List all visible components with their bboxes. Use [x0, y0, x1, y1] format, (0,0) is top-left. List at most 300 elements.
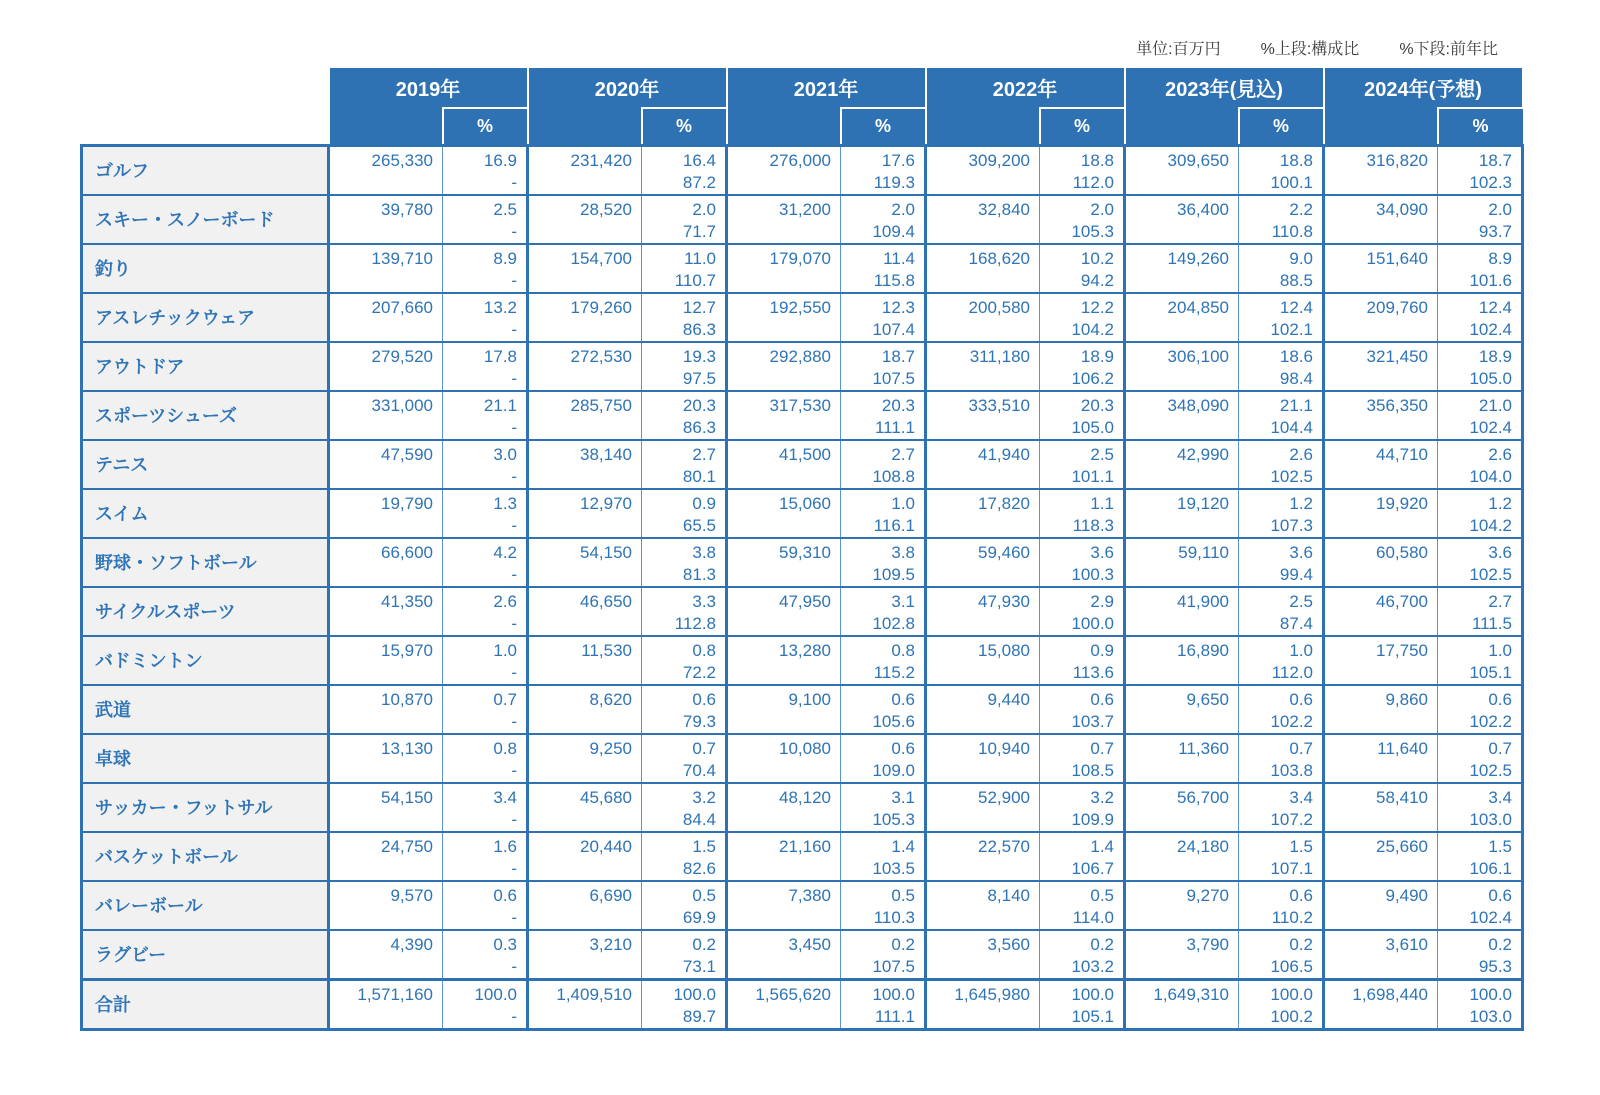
pct-cell — [1438, 636, 1523, 685]
yoy-pct: - — [511, 907, 517, 927]
yoy-pct: 106.2 — [1071, 368, 1114, 388]
pct-cell — [1239, 685, 1324, 734]
value-cell: 10,870 — [329, 685, 443, 734]
pct-cell — [1040, 440, 1125, 489]
pct-cell — [841, 734, 926, 783]
yoy-pct: 108.5 — [1071, 760, 1114, 780]
share-pct: 18.7 — [1478, 150, 1512, 170]
yoy-pct: 103.5 — [872, 858, 915, 878]
share-pct: 1.2 — [1488, 493, 1512, 513]
yoy-pct: 109.5 — [872, 564, 915, 584]
yoy-pct: - — [511, 760, 517, 780]
yoy-pct: - — [511, 172, 517, 192]
row-label-cell: バスケットボール — [82, 832, 329, 881]
pct-cell — [443, 734, 528, 783]
value-cell: 10,940 — [926, 734, 1040, 783]
pct-cell — [1040, 244, 1125, 293]
share-pct: 13.2 — [483, 297, 517, 317]
share-pct: 3.0 — [493, 444, 517, 464]
share-pct: 18.7 — [881, 346, 915, 366]
pct-cell — [841, 244, 926, 293]
yoy-pct: 115.2 — [873, 662, 915, 682]
pct-cell — [642, 538, 727, 587]
value-cell: 151,640 — [1324, 244, 1438, 293]
pct-cell — [841, 145, 926, 195]
yoy-pct: - — [511, 368, 517, 388]
pct-cell — [443, 489, 528, 538]
share-pct: 20.3 — [881, 395, 915, 415]
pct-cell — [1438, 832, 1523, 881]
year-header-2023: 2023年(見込) — [1125, 68, 1324, 108]
pct-cell — [1438, 587, 1523, 636]
value-cell: 179,070 — [727, 244, 841, 293]
yoy-pct: 113.6 — [1072, 662, 1114, 682]
share-pct: 2.0 — [1488, 199, 1512, 219]
share-pct: 2.5 — [493, 199, 517, 219]
value-cell: 11,640 — [1324, 734, 1438, 783]
pct-cell — [841, 538, 926, 587]
pct-header: % — [841, 108, 926, 145]
value-cell: 306,100 — [1125, 342, 1239, 391]
table-row — [82, 930, 1523, 980]
value-cell: 8,140 — [926, 881, 1040, 930]
pct-cell — [642, 293, 727, 342]
pct-cell — [1040, 391, 1125, 440]
value-cell: 3,560 — [926, 930, 1040, 980]
yoy-pct: 100.1 — [1270, 172, 1313, 192]
table-row — [82, 538, 1523, 587]
header-spacer — [926, 108, 1040, 145]
pct-cell — [841, 342, 926, 391]
row-label-cell: 合計 — [82, 979, 329, 1029]
pct-cell — [1239, 636, 1324, 685]
yoy-pct: 72.2 — [682, 662, 716, 682]
pct-cell — [1438, 685, 1523, 734]
pct-cell — [1438, 979, 1523, 1029]
value-cell: 3,450 — [727, 930, 841, 980]
pct-cell — [443, 538, 528, 587]
value-cell: 3,610 — [1324, 930, 1438, 980]
value-cell: 168,620 — [926, 244, 1040, 293]
pct-cell — [1239, 979, 1324, 1029]
yoy-pct: 107.3 — [1270, 515, 1313, 535]
share-pct: 0.7 — [1289, 738, 1313, 758]
value-cell: 46,650 — [528, 587, 642, 636]
yoy-pct: 71.7 — [682, 221, 716, 241]
pct-cell — [1239, 881, 1324, 930]
row-label-cell: 卓球 — [82, 734, 329, 783]
pct-cell — [1239, 195, 1324, 244]
yoy-pct: - — [511, 711, 517, 731]
value-cell: 39,780 — [329, 195, 443, 244]
value-cell: 207,660 — [329, 293, 443, 342]
pct-cell — [1438, 489, 1523, 538]
yoy-pct: - — [511, 809, 517, 829]
yoy-pct: 105.0 — [1469, 368, 1512, 388]
share-pct: 0.6 — [692, 689, 716, 709]
value-cell: 10,080 — [727, 734, 841, 783]
value-cell: 17,750 — [1324, 636, 1438, 685]
value-cell: 58,410 — [1324, 783, 1438, 832]
value-cell: 272,530 — [528, 342, 642, 391]
pct-cell — [841, 587, 926, 636]
value-cell: 41,940 — [926, 440, 1040, 489]
share-pct: 0.7 — [1090, 738, 1114, 758]
yoy-pct: 111.5 — [1471, 613, 1512, 633]
value-cell: 47,930 — [926, 587, 1040, 636]
share-pct: 100.0 — [1469, 984, 1512, 1004]
value-cell: 41,500 — [727, 440, 841, 489]
share-pct: 3.4 — [1488, 787, 1512, 807]
table-row — [82, 734, 1523, 783]
pct-cell — [1040, 636, 1125, 685]
value-cell: 192,550 — [727, 293, 841, 342]
table-row — [82, 587, 1523, 636]
pct-cell — [642, 881, 727, 930]
yoy-pct: 110.7 — [674, 270, 716, 290]
share-pct: 0.6 — [1488, 885, 1512, 905]
pct-cell — [1239, 145, 1324, 195]
value-cell: 15,060 — [727, 489, 841, 538]
value-cell: 15,080 — [926, 636, 1040, 685]
share-pct: 2.6 — [493, 591, 517, 611]
pct-cell — [1239, 293, 1324, 342]
yoy-pct: 102.5 — [1469, 564, 1512, 584]
year-header-2021: 2021年 — [727, 68, 926, 108]
unit-note — [1136, 36, 1498, 59]
yoy-pct: 86.3 — [682, 417, 716, 437]
value-cell: 24,750 — [329, 832, 443, 881]
yoy-pct: 107.1 — [1270, 858, 1313, 878]
share-pct: 2.0 — [891, 199, 915, 219]
share-pct: 0.9 — [692, 493, 716, 513]
pct-cell — [841, 881, 926, 930]
yoy-pct: 104.2 — [1071, 319, 1114, 339]
yoy-pct: 116.1 — [873, 515, 915, 535]
yoy-pct: 110.3 — [873, 907, 915, 927]
share-pct: 3.8 — [692, 542, 716, 562]
yoy-pct: 102.5 — [1270, 466, 1313, 486]
value-cell: 52,900 — [926, 783, 1040, 832]
share-pct: 100.0 — [1071, 984, 1114, 1004]
value-cell: 1,565,620 — [727, 979, 841, 1029]
value-cell: 42,990 — [1125, 440, 1239, 489]
header-spacer — [1125, 108, 1239, 145]
value-cell: 36,400 — [1125, 195, 1239, 244]
yoy-pct: 73.1 — [682, 956, 716, 976]
pct-cell — [1438, 538, 1523, 587]
share-pct: 0.7 — [1488, 738, 1512, 758]
yoy-pct: 118.3 — [1072, 515, 1114, 535]
row-label-cell: 釣り — [82, 244, 329, 293]
pct-cell — [1040, 979, 1125, 1029]
yoy-pct: 80.1 — [682, 466, 716, 486]
value-cell: 139,710 — [329, 244, 443, 293]
share-pct: 2.5 — [1289, 591, 1313, 611]
share-pct: 2.2 — [1289, 199, 1313, 219]
value-cell: 28,520 — [528, 195, 642, 244]
pct-cell — [1040, 930, 1125, 980]
value-cell: 331,000 — [329, 391, 443, 440]
share-pct: 0.2 — [692, 934, 716, 954]
value-cell: 54,150 — [528, 538, 642, 587]
table-row — [82, 293, 1523, 342]
value-cell: 44,710 — [1324, 440, 1438, 489]
value-cell: 32,840 — [926, 195, 1040, 244]
value-cell: 9,650 — [1125, 685, 1239, 734]
pct-cell — [443, 636, 528, 685]
pct-cell — [1438, 244, 1523, 293]
pct-cell — [1239, 391, 1324, 440]
pct-cell — [443, 783, 528, 832]
value-cell: 9,490 — [1324, 881, 1438, 930]
pct-cell — [1040, 783, 1125, 832]
value-cell: 1,698,440 — [1324, 979, 1438, 1029]
pct-cell — [1239, 783, 1324, 832]
value-cell: 47,950 — [727, 587, 841, 636]
pct-cell — [1239, 342, 1324, 391]
share-pct: 3.2 — [1090, 787, 1114, 807]
pct-cell — [642, 783, 727, 832]
yoy-pct: 102.4 — [1469, 907, 1512, 927]
yoy-pct: 110.8 — [1271, 221, 1313, 241]
pct-cell — [1040, 538, 1125, 587]
yoy-pct: 102.2 — [1270, 711, 1313, 731]
pct-cell — [841, 979, 926, 1029]
share-pct: 11.4 — [883, 248, 915, 268]
share-pct: 0.2 — [1090, 934, 1114, 954]
pct-cell — [1040, 342, 1125, 391]
yoy-pct: 119.3 — [873, 172, 915, 192]
unit-note-upper: %上段:構成比 — [1260, 41, 1360, 58]
pct-cell — [642, 391, 727, 440]
value-cell: 3,790 — [1125, 930, 1239, 980]
share-pct: 19.3 — [682, 346, 716, 366]
yoy-pct: 102.3 — [1469, 172, 1512, 192]
share-pct: 100.0 — [1270, 984, 1313, 1004]
value-cell: 9,100 — [727, 685, 841, 734]
share-pct: 2.0 — [1090, 199, 1114, 219]
value-cell: 6,690 — [528, 881, 642, 930]
yoy-pct: 98.4 — [1279, 368, 1313, 388]
pct-cell — [1040, 489, 1125, 538]
table-row — [82, 145, 1523, 195]
pct-cell — [1040, 734, 1125, 783]
yoy-pct: - — [511, 956, 517, 976]
pct-cell — [1239, 832, 1324, 881]
yoy-pct: - — [511, 270, 517, 290]
row-label-cell: サイクルスポーツ — [82, 587, 329, 636]
pct-cell — [443, 244, 528, 293]
value-cell: 348,090 — [1125, 391, 1239, 440]
pct-cell — [1438, 930, 1523, 980]
pct-cell — [841, 489, 926, 538]
value-cell: 316,820 — [1324, 145, 1438, 195]
yoy-pct: 107.4 — [872, 319, 915, 339]
value-cell: 38,140 — [528, 440, 642, 489]
share-pct: 0.2 — [1488, 934, 1512, 954]
pct-cell — [642, 832, 727, 881]
value-cell: 1,649,310 — [1125, 979, 1239, 1029]
pct-cell — [1040, 293, 1125, 342]
row-label-cell: バレーボール — [82, 881, 329, 930]
yoy-pct: 103.7 — [1071, 711, 1114, 731]
pct-cell — [443, 195, 528, 244]
unit-note-lower: %下段:前年比 — [1399, 41, 1498, 58]
yoy-pct: 99.4 — [1279, 564, 1313, 584]
yoy-pct: 103.8 — [1270, 760, 1313, 780]
share-pct: 0.3 — [493, 934, 517, 954]
share-pct: 18.8 — [1080, 150, 1114, 170]
share-pct: 21.1 — [483, 395, 517, 415]
share-pct: 0.6 — [891, 738, 915, 758]
share-pct: 0.8 — [493, 738, 517, 758]
yoy-pct: 114.0 — [1072, 907, 1114, 927]
table-row — [82, 489, 1523, 538]
share-pct: 9.0 — [1289, 248, 1313, 268]
yoy-pct: 107.5 — [872, 368, 915, 388]
share-pct: 0.8 — [692, 640, 716, 660]
value-cell: 19,120 — [1125, 489, 1239, 538]
yoy-pct: 105.3 — [872, 809, 915, 829]
yoy-pct: - — [511, 662, 517, 682]
share-pct: 4.2 — [493, 542, 517, 562]
header-spacer — [528, 108, 642, 145]
yoy-pct: - — [511, 564, 517, 584]
yoy-pct: - — [511, 858, 517, 878]
value-cell: 48,120 — [727, 783, 841, 832]
value-cell: 15,970 — [329, 636, 443, 685]
yoy-pct: 105.0 — [1071, 417, 1114, 437]
pct-header: % — [1438, 108, 1523, 145]
share-pct: 100.0 — [673, 984, 716, 1004]
yoy-pct: 102.8 — [872, 613, 915, 633]
row-label-cell: ラグビー — [82, 930, 329, 980]
share-pct: 3.2 — [692, 787, 716, 807]
pct-cell — [841, 440, 926, 489]
yoy-pct: 110.2 — [1271, 907, 1313, 927]
yoy-pct: 81.3 — [682, 564, 716, 584]
share-pct: 2.7 — [891, 444, 915, 464]
yoy-pct: 65.5 — [682, 515, 716, 535]
yoy-pct: 97.5 — [682, 368, 716, 388]
yoy-pct: 102.5 — [1469, 760, 1512, 780]
pct-cell — [1239, 734, 1324, 783]
value-cell: 285,750 — [528, 391, 642, 440]
value-cell: 19,920 — [1324, 489, 1438, 538]
share-pct: 8.9 — [1488, 248, 1512, 268]
yoy-pct: 109.0 — [872, 760, 915, 780]
share-pct: 1.3 — [493, 493, 517, 513]
value-cell: 1,409,510 — [528, 979, 642, 1029]
value-cell: 3,210 — [528, 930, 642, 980]
pct-cell — [1239, 587, 1324, 636]
row-label-cell: スイム — [82, 489, 329, 538]
value-cell: 13,130 — [329, 734, 443, 783]
yoy-pct: 94.2 — [1080, 270, 1114, 290]
value-cell: 149,260 — [1125, 244, 1239, 293]
yoy-pct: 107.5 — [872, 956, 915, 976]
share-pct: 17.6 — [881, 150, 915, 170]
yoy-pct: 100.3 — [1071, 564, 1114, 584]
pct-cell — [642, 489, 727, 538]
value-cell: 276,000 — [727, 145, 841, 195]
value-cell: 59,460 — [926, 538, 1040, 587]
yoy-pct: - — [511, 466, 517, 486]
yoy-pct: 100.0 — [1071, 613, 1114, 633]
value-cell: 309,200 — [926, 145, 1040, 195]
row-label-cell: スキー・スノーボード — [82, 195, 329, 244]
value-cell: 9,570 — [329, 881, 443, 930]
pct-cell — [443, 832, 528, 881]
value-cell: 4,390 — [329, 930, 443, 980]
value-cell: 24,180 — [1125, 832, 1239, 881]
pct-cell — [1438, 293, 1523, 342]
header-spacer — [1324, 108, 1438, 145]
table-row — [82, 636, 1523, 685]
header-spacer — [727, 108, 841, 145]
pct-cell — [642, 195, 727, 244]
value-cell: 204,850 — [1125, 293, 1239, 342]
pct-cell — [642, 979, 727, 1029]
share-pct: 0.2 — [891, 934, 915, 954]
value-cell: 13,280 — [727, 636, 841, 685]
value-cell: 317,530 — [727, 391, 841, 440]
pct-cell — [443, 440, 528, 489]
yoy-pct: 105.1 — [1469, 662, 1512, 682]
share-pct: 1.5 — [692, 836, 716, 856]
yoy-pct: 105.1 — [1071, 1006, 1114, 1026]
total-row — [82, 979, 1523, 1029]
pct-cell — [1239, 489, 1324, 538]
pct-cell — [443, 587, 528, 636]
value-cell: 21,160 — [727, 832, 841, 881]
pct-cell — [1239, 244, 1324, 293]
value-cell: 22,570 — [926, 832, 1040, 881]
value-cell: 9,250 — [528, 734, 642, 783]
yoy-pct: - — [511, 417, 517, 437]
pct-cell — [841, 293, 926, 342]
share-pct: 3.1 — [891, 591, 915, 611]
share-pct: 16.9 — [483, 150, 517, 170]
share-pct: 1.0 — [891, 493, 915, 513]
value-cell: 66,600 — [329, 538, 443, 587]
share-pct: 1.5 — [1488, 836, 1512, 856]
share-pct: 17.8 — [483, 346, 517, 366]
yoy-pct: - — [511, 1006, 517, 1026]
share-pct: 12.3 — [881, 297, 915, 317]
pct-cell — [443, 293, 528, 342]
share-pct: 0.5 — [1090, 885, 1114, 905]
pct-cell — [841, 930, 926, 980]
share-pct: 3.6 — [1090, 542, 1114, 562]
yoy-pct: - — [511, 613, 517, 633]
value-cell: 9,860 — [1324, 685, 1438, 734]
value-cell: 333,510 — [926, 391, 1040, 440]
unit-note-unit: 単位:百万円 — [1136, 41, 1221, 58]
value-cell: 25,660 — [1324, 832, 1438, 881]
share-pct: 0.5 — [692, 885, 716, 905]
pct-cell — [443, 685, 528, 734]
share-pct: 18.8 — [1279, 150, 1313, 170]
yoy-pct: 88.5 — [1279, 270, 1313, 290]
yoy-pct: 89.7 — [682, 1006, 716, 1026]
share-pct: 1.4 — [891, 836, 915, 856]
pct-cell — [642, 734, 727, 783]
share-pct: 3.6 — [1289, 542, 1313, 562]
share-pct: 18.9 — [1080, 346, 1114, 366]
value-cell: 321,450 — [1324, 342, 1438, 391]
